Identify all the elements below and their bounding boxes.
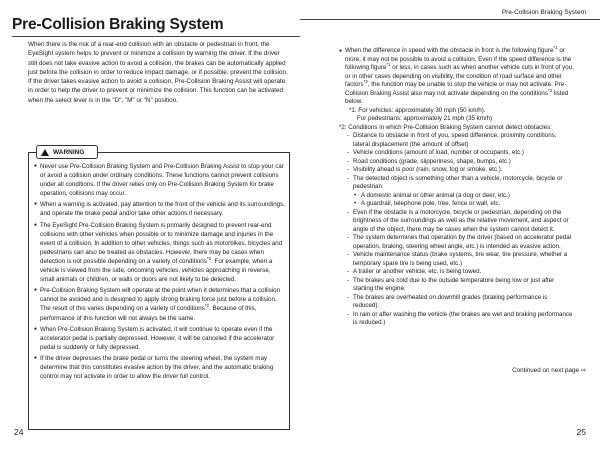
condition-item: - In rain or after washing the vehicle (the brakes are wet and braking performance is reduced.)	[339, 311, 575, 328]
warning-item: ● When Pre-Collision Braking System is activated, it will continue to operate even if the accelerator pedal is partially depressed. However, it will be canceled if the accelerator pedal is suddenly or fully depressed.	[34, 325, 285, 352]
warning-item	[34, 286, 285, 322]
sub-condition-item: • A guardrail, telephone pole, tree, fence or wall, etc.	[339, 200, 575, 209]
bullet-text: When the difference in speed with the obstacle in front is the following figure	[345, 47, 554, 54]
warning-list	[34, 162, 285, 383]
speed-difference-bullet	[339, 44, 575, 107]
footnote-ref: *2	[363, 78, 368, 84]
condition-item: - Vehicle maintenance status (brake systems, tire wear, tire pressure, whether a temporary spare tire is being used, etc.)	[339, 251, 575, 268]
page-title: Pre-Collision Braking System	[12, 16, 224, 33]
warning-item-text: Pre-Collision Braking System will operate at the point when it determines that a collision cannot be avoided and is designed to apply strong braking force just before a collision. The result of this varies depending on a variety of conditions	[40, 287, 281, 313]
condition-item: - The system determines that operation by the driver (based on accelerator pedal operation, braking, steering wheel angle, etc.) is intended as evasive action.	[339, 234, 575, 251]
running-header: Pre-Collision Braking System	[501, 9, 586, 16]
condition-item: - Vehicle conditions (amount of load, number of occupants, etc.)	[339, 149, 575, 158]
title-rule	[12, 36, 300, 37]
sub-condition-item: • A domestic animal or other animal (a dog or deer, etc.)	[339, 192, 575, 201]
header-rule	[300, 19, 600, 20]
footnote-ref: *1	[386, 61, 391, 67]
page-number-left: 24	[14, 427, 24, 437]
footnote-1-pedestrian: For pedestrians: approximately 21 mph (35 km/h)	[357, 115, 493, 122]
footnote-ref: *2	[204, 303, 210, 309]
condition-item: - Road conditions (grade, slipperiness, shape, bumps, etc.)	[339, 158, 575, 167]
footnote-ref: *1	[553, 44, 558, 50]
warning-label: WARNING	[53, 148, 85, 156]
continued-on-next-page: Continued on next page ⇨	[512, 367, 586, 374]
condition-item: - The brakes are cold due to the outside temperature being low or just after starting the engine.	[339, 277, 575, 294]
condition-item: - The brakes are overheated on downhill grades (braking performance is reduced).	[339, 294, 575, 311]
warning-item	[34, 221, 285, 285]
condition-item: - A trailer or another vehicle, etc. is being towed.	[339, 268, 575, 277]
footnote-ref: *2	[206, 255, 212, 261]
warning-item: ● Never use Pre-Collision Braking System and Pre-Collision Braking Assist to stop your car or avoid a collision under ordinary conditions. These functions cannot prevent collisions under all conditions. If the driver relies only on Pre-Collision Braking System for brake operation, collisions may occur.	[34, 162, 285, 198]
footnote-2: *2: Conditions in which Pre-Collision Braking System cannot detect obstacles:	[339, 123, 552, 131]
warning-item: ● If the driver depresses the brake pedal or turns the steering wheel, the system may determine that this constitutes evasive action by the driver, and the automatic braking control may not activate in order to allow the driver full control.	[34, 354, 285, 381]
warning-icon	[41, 149, 49, 156]
bullet-text: or less, in cases such as when another vehicle cuts in front of you, or in other cases depending on visibility, the condition of road surface and other factors	[345, 64, 574, 88]
bullet-text: or more, it may not be possible to avoid a collision. Even if the speed difference is the following figure	[345, 47, 572, 71]
condition-item: - Even if the obstacle is a motorcycle, bicycle or pedestrian, depending on the brightness of the surroundings as well as the relative movement, and aspect or angle of the object, there may be cases when the system cannot detect it.	[339, 209, 575, 235]
footnote-ref: *2	[547, 87, 553, 93]
bullet-text: , the function may be unable to stop the vehicle or may not activate. Pre-Collision Braking Assist also may not activate depending on the conditions	[345, 81, 567, 97]
page-number-right: 25	[576, 427, 586, 437]
condition-item: - Distance to obstacle in front of you, speed difference, proximity conditions, lateral displacement (the amount of offset)	[339, 132, 575, 149]
bullet-text: listed below.	[345, 89, 569, 105]
footnote-1: *1: For vehicles: approximately 30 mph (50 km/h).	[349, 106, 486, 114]
warning-badge	[36, 145, 98, 159]
right-column	[339, 44, 575, 328]
warning-item-text: . For example, when a vehicle is viewed from the side, oncoming vehicles, vehicles approaching in reverse, small animals or children, or walls or doors are not likely to be detected.	[40, 257, 273, 284]
intro-paragraph: When there is the risk of a rear-end collision with an obstacle or pedestrian in front, the EyeSight system helps to prevent or minimize a collision by warning the driver. If the driver still does not take evasive action to avoid a collision, the brakes can be automatically applied just before the collision in order to reduce impact damage, or if possible, prevent the collision. If the driver takes evasive action to avoid a collision, Pre-Collision Braking Assist will operate in order to help the driver to prevent or minimize the collision. This function can be activated when the select lever is in the "D", "M" or "N" position.	[28, 41, 288, 104]
condition-item: - Visibility ahead is poor (rain, snow, fog or smoke, etc.).	[339, 166, 575, 175]
warning-item-text: The EyeSight Pre-Collision Braking System is primarily designed to prevent rear-end collisions with other vehicles when possible or to minimize damage and injuries in the event of a collision. In addition to other vehicles, things such as motorbikes, bicycles and pedestrians can also be treated as obstacles. However, there may be cases when detection is not possible depending on a variety of conditions	[40, 221, 283, 265]
condition-item: - The detected object is something other than a vehicle, motorcycle, bicycle or pedestrian.	[339, 175, 575, 192]
warning-item: ● When a warning is activated, pay attention to the front of the vehicle and its surroundings, and operate the brake pedal and/or take other actions if necessary.	[34, 200, 285, 218]
warning-item-text: . Because of this, performance of this function will not always be the same.	[40, 305, 257, 322]
